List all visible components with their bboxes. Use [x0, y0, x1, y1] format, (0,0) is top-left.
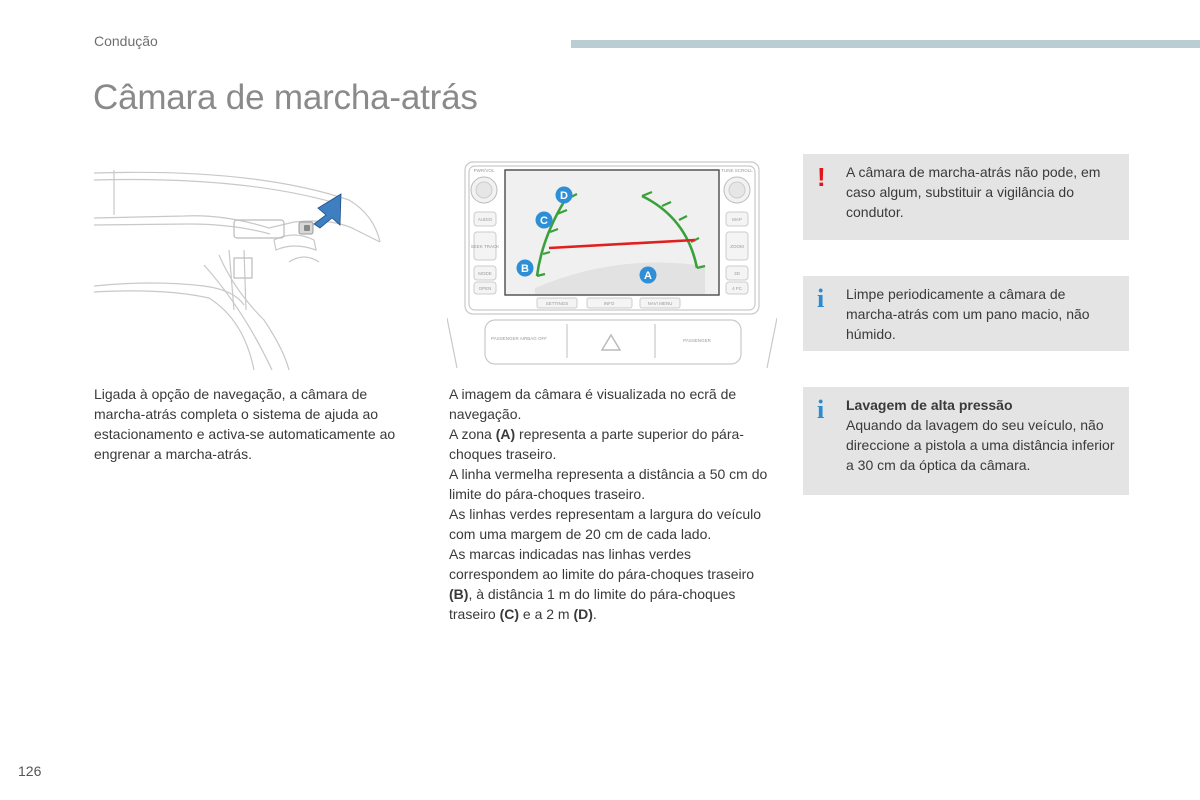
navigation-screen-illustration — [447, 158, 777, 373]
marker-d — [556, 187, 573, 204]
svg-text:B: B — [521, 263, 529, 275]
button-label: TUNE SCROLL — [721, 168, 753, 173]
svg-text:A: A — [644, 270, 652, 282]
paragraph-screen: A imagem da câmara é visualizada no ecrã de navegação. — [449, 386, 737, 422]
button-label: INFO — [603, 301, 615, 306]
intro-text — [94, 384, 419, 464]
svg-text:C: C — [540, 215, 548, 227]
volume-knob-icon — [471, 177, 497, 203]
paragraph-zone-a: A zona (A) representa a parte superior do pára-choques traseiro. — [449, 426, 744, 462]
button-label: SEEK TRACK — [470, 244, 500, 249]
marker-c — [536, 212, 553, 229]
paragraph-green-lines: As linhas verdes representam a largura do veículo com uma margem de 20 cm de cada lado. — [449, 506, 762, 542]
button-label: MAP — [732, 217, 742, 222]
paragraph-marks: As marcas indicadas nas linhas verdes correspondem ao limite do pára-choques traseiro (B), à distância 1 m do limite do pára-choques traseiro (C) e a 2 m (D). — [449, 546, 755, 622]
button-label: NAVI MENU — [647, 301, 673, 306]
info-icon: i — [817, 284, 825, 313]
page-number: 126 — [18, 763, 42, 779]
hazard-icon — [602, 335, 620, 350]
button-label: PASSENGER — [683, 338, 711, 343]
marker-b — [517, 260, 534, 277]
info-text-washing — [846, 395, 1117, 475]
button-label: 4 FC — [732, 286, 742, 291]
header-accent-bar — [571, 40, 1200, 48]
tailgate-camera-illustration — [94, 170, 394, 375]
tune-knob-icon — [724, 177, 750, 203]
info-text-cleaning: Limpe periodicamente a câmara de marcha-atrás com um pano macio, não húmido. — [846, 286, 1090, 342]
button-label: OPEN — [478, 286, 492, 291]
svg-text:D: D — [560, 190, 568, 202]
info-title-washing: Lavagem de alta pressão — [846, 397, 1013, 413]
paragraph-red-line: A linha vermelha representa a distância a 50 cm do limite do pára-choques traseiro. — [449, 466, 768, 502]
button-label: AUDIO — [477, 217, 493, 222]
warning-text: A câmara de marcha-atrás não pode, em caso algum, substituir a vigilância do condutor. — [846, 164, 1101, 220]
page-title: Câmara de marcha-atrás — [93, 78, 478, 117]
button-label: PASSENGER AIRBAG OFF — [491, 336, 547, 341]
section-header: Condução — [94, 33, 158, 49]
button-label: MODE — [478, 271, 492, 276]
button-label: 3D — [734, 271, 740, 276]
info-body-washing: Aquando da lavagem do seu veículo, não direccione a pistola a uma distância inferior a 30 cm da óptica da câmara. — [846, 417, 1115, 473]
button-label: ZOOM — [730, 244, 744, 249]
intro-paragraph: Ligada à opção de navegação, a câmara de marcha-atrás completa o sistema de ajuda ao estacionamento e activa-se automaticamente ao engrenar a marcha-atrás. — [94, 386, 396, 462]
button-label: SETTINGS — [545, 301, 569, 306]
info-box-cleaning — [803, 276, 1129, 351]
screen-description — [449, 384, 774, 624]
marker-a — [640, 267, 657, 284]
warning-icon: ! — [817, 162, 826, 192]
warning-box — [803, 154, 1129, 240]
info-icon: i — [817, 395, 825, 424]
button-label: PWR/VOL — [473, 168, 495, 173]
info-box-washing — [803, 387, 1129, 495]
